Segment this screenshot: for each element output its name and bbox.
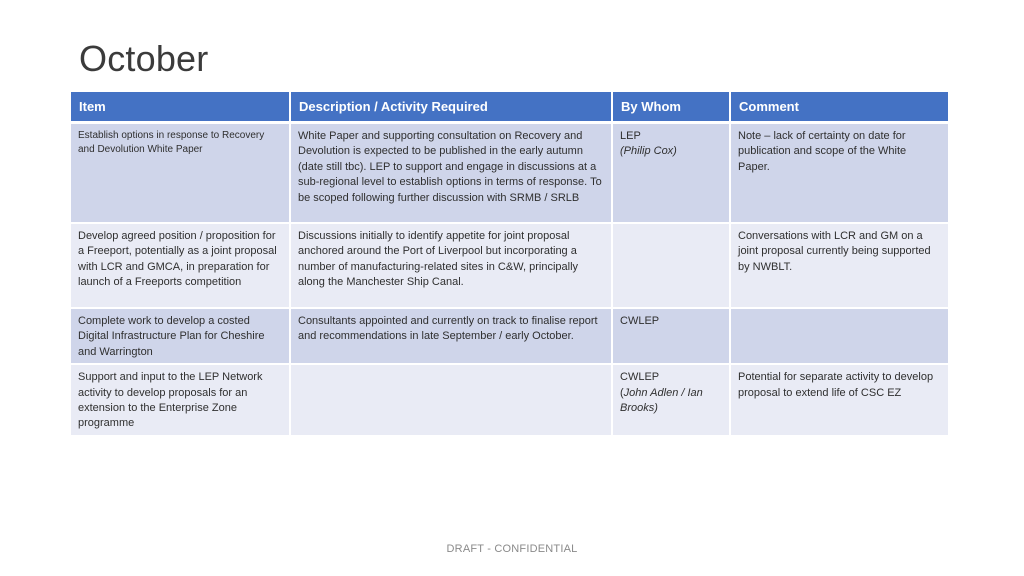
table-row (71, 123, 948, 224)
cell-description (290, 364, 612, 436)
by-whom-person: John Adlen / Ian Brooks) (620, 386, 703, 415)
cell-comment: Note – lack of certainty on date for publication and scope of the White Paper. (730, 123, 948, 224)
table-row (71, 308, 948, 364)
header-by-whom: By Whom (612, 92, 730, 123)
paren-open: ( (620, 386, 624, 399)
cell-comment (730, 308, 948, 364)
cell-by-whom (612, 223, 730, 308)
cell-by-whom (612, 123, 730, 224)
cell-by-whom (612, 364, 730, 436)
cell-item: Support and input to the LEP Network activity to develop proposals for an extension to the Enterprise Zone programme (71, 364, 290, 436)
cell-item: Develop agreed position / proposition for a Freeport, potentially as a joint proposal with LCR and GMCA, in preparation for launch of a Freeports competition (71, 223, 290, 308)
by-whom-org: CWLEP (620, 315, 660, 327)
cell-description: Consultants appointed and currently on track to finalise report and recommendations in late September / early October. (290, 308, 612, 364)
cell-item: Establish options in response to Recovery and Devolution White Paper (71, 123, 290, 224)
footer-confidential: DRAFT - CONFIDENTIAL (446, 543, 578, 555)
cell-description: Discussions initially to identify appetite for joint proposal anchored around the Port of Liverpool but incorporating a number of manufacturing-related sites in C&W, principally along the Manchester Ship Canal. (290, 223, 612, 308)
cell-by-whom (612, 308, 730, 364)
activity-table-grid (71, 92, 948, 437)
by-whom-org: LEP (620, 130, 641, 142)
cell-item: Complete work to develop a costed Digital Infrastructure Plan for Cheshire and Warrington (71, 308, 290, 364)
header-description: Description / Activity Required (290, 92, 612, 123)
by-whom-org: CWLEP (620, 371, 660, 384)
by-whom-person: (Philip Cox) (620, 145, 677, 158)
cell-description: White Paper and supporting consultation on Recovery and Devolution is expected to be published in the early autumn (date still tbc). LEP to support and engage in discussions at a sub-regional level to establish options in terms of response. To be scoped following further discussion with SRMB / SRLB (290, 123, 612, 224)
by-whom-person-line (620, 386, 721, 417)
cell-comment: Potential for separate activity to develop proposal to extend life of CSC EZ (730, 364, 948, 436)
activity-table (71, 92, 948, 437)
page-title: October (79, 38, 209, 79)
cell-comment: Conversations with LCR and GM on a joint proposal currently being supported by NWBLT. (730, 223, 948, 308)
header-item: Item (71, 92, 290, 123)
header-comment: Comment (730, 92, 948, 123)
table-row (71, 223, 948, 308)
table-row (71, 364, 948, 436)
table-header-row (71, 92, 948, 123)
